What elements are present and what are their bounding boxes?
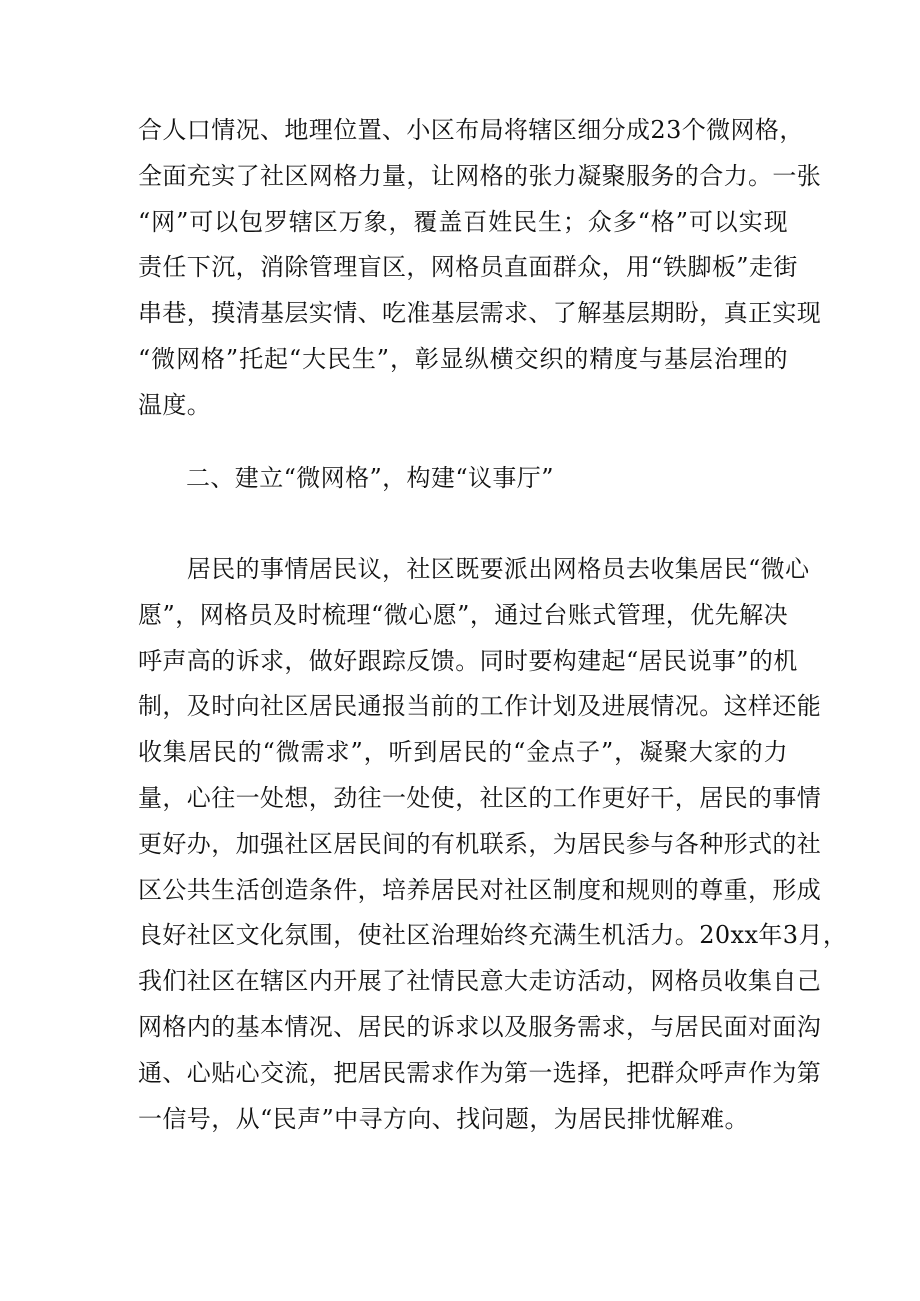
paragraph-2-line: 更好办，加强社区居民间的有机联系，为居民参与各种形式的社: [138, 829, 822, 858]
paragraph-2-line: 我们社区在辖区内开展了社情民意大走访活动，网格员收集自己: [138, 967, 822, 996]
paragraph-1-line: 全面充实了社区网格力量，让网格的张力凝聚服务的合力。一张: [138, 161, 822, 190]
paragraph-1-line: 温度。: [138, 390, 212, 419]
paragraph-2-line: 居民的事情居民议，社区既要派出网格员去收集居民“微心: [138, 555, 810, 583]
paragraph-1-line: “网”可以包罗辖区万象，覆盖百姓民生；众多“格”可以实现: [138, 207, 788, 236]
paragraph-2-line: 呼声高的诉求，做好跟踪反馈。同时要构建起“居民说事”的机: [138, 646, 798, 675]
paragraph-1: [138, 108, 822, 429]
paragraph-2-line: 通、心贴心交流，把居民需求作为第一选择，把群众呼声作为第: [138, 1058, 822, 1087]
paragraph-1-line: 合人口情况、地理位置、小区布局将辖区细分成23个微网格，: [138, 116, 804, 144]
paragraph-1-line: 串巷，摸清基层实情、吃准基层需求、了解基层期盼，真正实现: [138, 299, 822, 328]
paragraph-2-line: 一信号，从“民声”中寻方向、找问题，为居民排忧解难。: [138, 1104, 749, 1133]
paragraph-1-line: 责任下沉，消除管理盲区，网格员直面群众，用“铁脚板”走街: [138, 253, 798, 282]
paragraph-1-line: “微网格”托起“大民生”，彰显纵横交织的精度与基层治理的: [138, 344, 788, 373]
paragraph-2-line: 制，及时向社区居民通报当前的工作计划及进展情况。这样还能: [138, 692, 822, 721]
section-heading: 二、建立“微网格”，构建“议事厅”: [186, 464, 554, 492]
paragraph-2-line: 网格内的基本情况、居民的诉求以及服务需求，与居民面对面沟: [138, 1012, 822, 1041]
paragraph-2-line: 区公共生活创造条件，培养居民对社区制度和规则的尊重，形成: [138, 875, 822, 904]
paragraph-2-line: 愿”，网格员及时梳理“微心愿”，通过台账式管理，优先解决: [138, 600, 788, 629]
paragraph-2-line: 收集居民的“微需求”，听到居民的“金点子”，凝聚大家的力: [138, 738, 788, 767]
paragraph-2-line: 良好社区文化氛围，使社区治理始终充满生机活力。20xx年3月，: [138, 921, 848, 950]
paragraph-2: [138, 547, 848, 1142]
paragraph-2-line: 量，心往一处想，劲往一处使，社区的工作更好干，居民的事情: [138, 783, 822, 812]
